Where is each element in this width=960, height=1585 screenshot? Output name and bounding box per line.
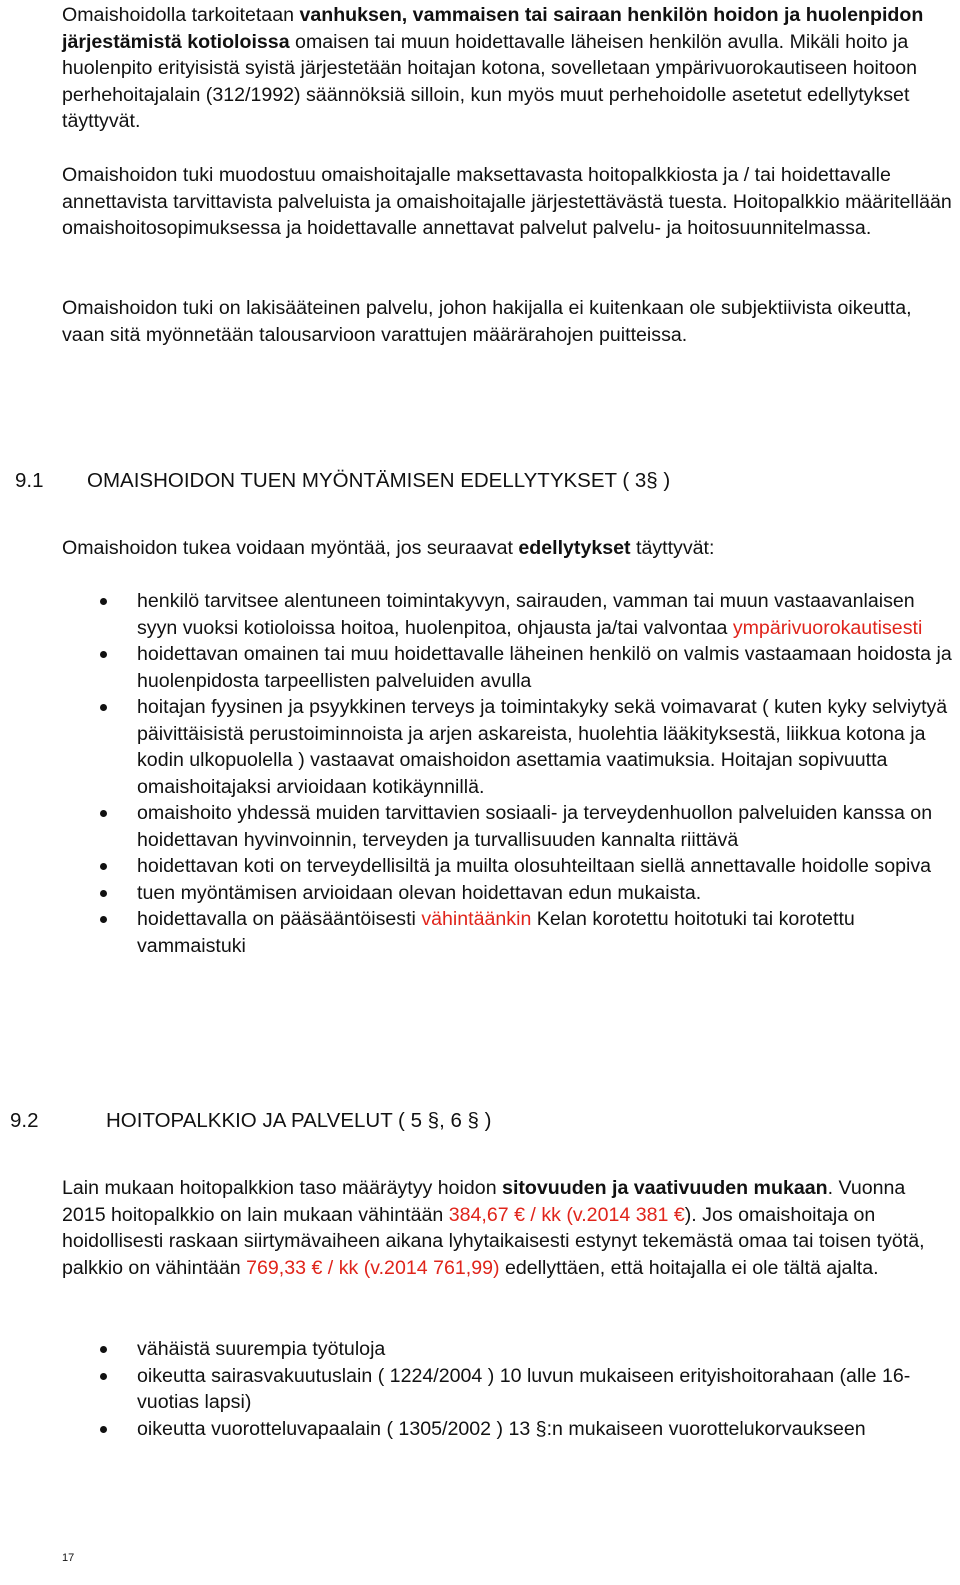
edellytykset-list (0, 588, 952, 959)
list-item (0, 1336, 952, 1363)
bullet-icon (100, 863, 107, 870)
list-item (0, 906, 952, 959)
highlighted-text-run: vähintäänkin (421, 908, 532, 930)
text-run: tuen myöntämisen arvioidaan olevan hoidettavan edun mukaista. (137, 881, 702, 904)
list-item (0, 694, 952, 800)
page-number: 17 (62, 1552, 75, 1564)
list-item (0, 588, 952, 641)
list-item (0, 853, 952, 880)
bold-text-run: vanhuksen, vammaisen tai sairaan henkilön hoidon ja huolenpidon järjestämistä kotioloissa (62, 4, 924, 53)
text-run: omaishoito yhdessä muiden tarvittavien sosiaali- ja terveydenhuollon palveluiden kanssa on hoidettavan hyvinvoinnin, terveyden ja turvallisuuden kannalta riittävä (137, 802, 933, 851)
text-run: Omaishoidon tukea voidaan myöntää, jos seuraavat (62, 537, 519, 559)
section-title: HOITOPALKKIO JA PALVELUT ( 5 §, 6 § ) (106, 1109, 492, 1132)
list-item (0, 800, 952, 853)
list-item (0, 1416, 952, 1443)
text-run: oikeutta sairasvakuutuslain ( 1224/2004 ) 10 luvun mukaiseen erityishoitorahaan (alle 16-vuotias lapsi) (137, 1364, 911, 1413)
text-run: hoidettavalla on pääsääntöisesti (137, 908, 422, 930)
bullet-icon (100, 1373, 107, 1380)
bullet-icon (100, 810, 107, 817)
bold-text-run: sitovuuden ja vaativuuden mukaan (502, 1177, 828, 1199)
text-run: Omaishoidolla tarkoitetaan (62, 4, 300, 26)
text-run: vähäistä suurempia työtuloja (137, 1338, 386, 1360)
bullet-icon (100, 916, 107, 923)
bold-text-run: edellytykset (518, 537, 631, 559)
list-item (0, 880, 952, 907)
bullet-icon (100, 704, 107, 711)
text-run: . Vuonna 2015 hoitopalkkio on lain mukaan vähintään (62, 1177, 906, 1226)
text-run: hoidettavan omainen tai muu hoidettavalle läheinen henkilö on valmis vastaamaan hoidosta ja huolenpidosta tarpeellisten palveluiden avulla (137, 643, 952, 692)
text-run: Kelan korotettu hoitotuki tai korotettu vammaistuki (137, 908, 855, 957)
palkkio-conditions-list (0, 1336, 952, 1442)
bullet-icon (100, 651, 107, 658)
text-run: henkilö tarvitsee alentuneen toimintakyvyn, sairauden, vamman tai muun vastaavanlaisen syyn vuoksi kotioloissa hoitoa, huolenpitoa, ohjausta ja/tai valvontaa (137, 590, 915, 639)
paragraph-omaishoito-definition (62, 2, 952, 135)
text-run: ). Jos omaishoitaja on hoidollisesti raskaan siirtymävaiheen aikana lyhytaikaisesti estynyt tekemästä omaa tai toisen työtä, palkkio on vähintään (62, 1203, 925, 1279)
highlighted-text-run: ympärivuorokautisesti (732, 616, 923, 639)
text-run: oikeutta vuorotteluvapaalain ( 1305/2002 ) 13 §:n mukaiseen vuorottelukorvaukseen (137, 1417, 866, 1440)
bullet-icon (100, 890, 107, 897)
list-item (0, 1363, 952, 1416)
text-run: edellyttäen, että hoitajalla ei ole tältä ajalta. (499, 1256, 879, 1279)
highlighted-text-run: 769,33 € / kk (v.2014 761,99) (246, 1256, 500, 1279)
bullet-icon (100, 1346, 107, 1353)
text-run: Lain mukaan hoitopalkkion taso määräytyy hoidon (62, 1177, 503, 1199)
text-run: hoitajan fyysinen ja psyykkinen terveys ja toimintakyky sekä voimavarat ( kuten kyky selviytyä päivittäisistä perustoiminnoista ja arjen askareista, huolehtia lääkityksestä, liikkua kotona ja kodin ulkopuolella ) vastaavat omaishoidon asettamia vaatimuksia. Hoitajan sopivuutta omaishoitajaksi arvioidaan kotikäynnillä. (137, 696, 948, 798)
list-item (0, 641, 952, 694)
text-run: täyttyvät: (630, 537, 715, 559)
highlighted-text-run: 384,67 € / kk (v.2014 381 € (448, 1203, 685, 1226)
bullet-icon (100, 598, 107, 605)
bullet-icon (100, 1426, 107, 1433)
section-number: 9.2 (10, 1109, 39, 1132)
paragraph-edellytykset-intro (62, 535, 952, 562)
text-run: omaisen tai muun hoidettavalle läheisen henkilön avulla. Mikäli hoito ja huolenpito erityisistä syistä järjestetään hoitajan kotona, sovelletaan ympärivuorokautiseen hoitoon perhehoitajalain (312/1992) säännöksiä silloin, kun myös muut perhehoidolle asetetut edellytykset täyttyvät. (62, 30, 918, 132)
text-run: hoidettavan koti on terveydellisiltä ja muilta olosuhteiltaan siellä annettavalle hoidolle sopiva (137, 855, 932, 877)
paragraph-tuki-composition: Omaishoidon tuki muodostuu omaishoitajalle maksettavasta hoitopalkkiosta ja / tai hoidettavalle annettavista tarvittavista palveluista ja omaishoitajalle järjestettävästä tuesta. Hoitopalkkio määritellään omaishoitosopimuksessa ja hoidettavalle annettavat palvelut palvelu- ja hoitosuunnitelmassa. (62, 164, 952, 239)
paragraph-hoitopalkkio (62, 1175, 952, 1281)
section-number: 9.1 (15, 469, 44, 492)
section-title: OMAISHOIDON TUEN MYÖNTÄMISEN EDELLYTYKSET ( 3§ ) (87, 469, 671, 492)
paragraph-lakisaateinen: Omaishoidon tuki on lakisääteinen palvelu, johon hakijalla ei kuitenkaan ole subjektiivista oikeutta, vaan sitä myönnetään talousarvioon varattujen määrärahojen puitteissa. (62, 297, 912, 346)
